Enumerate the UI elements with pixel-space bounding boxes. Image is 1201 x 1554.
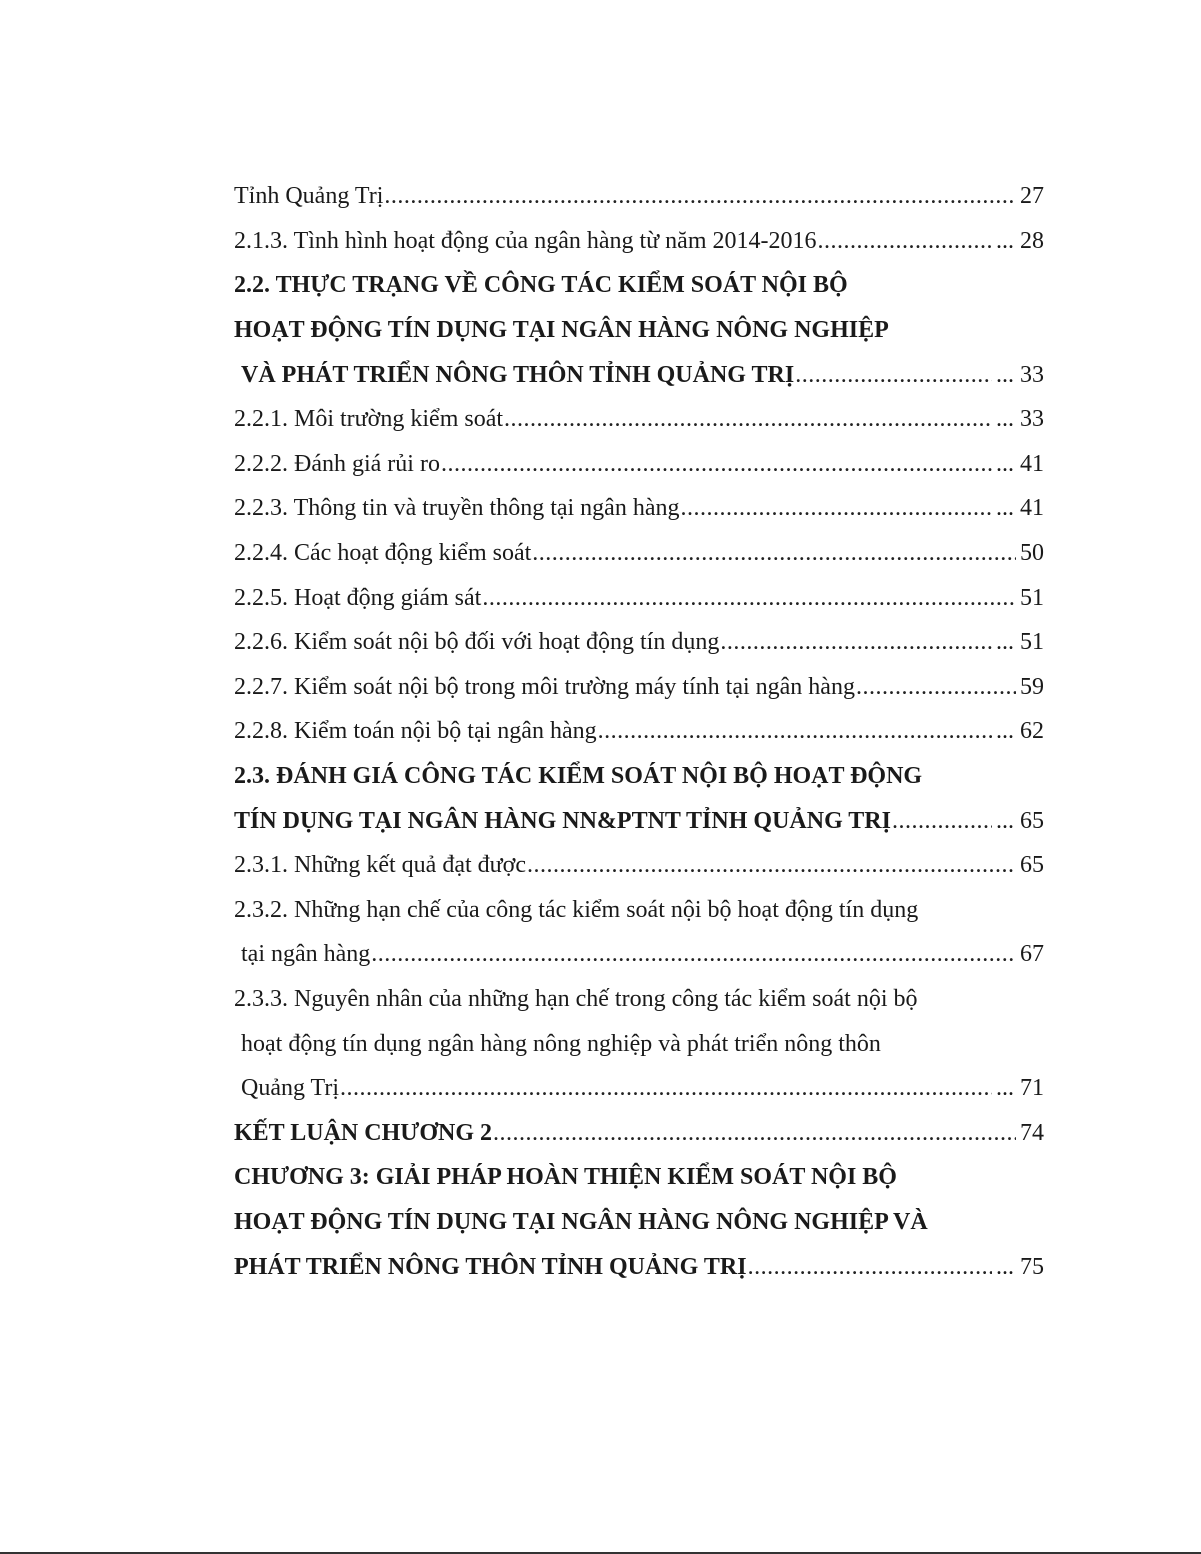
toc-entry[interactable] — [234, 486, 1044, 531]
toc-entry-title: 2.2.2. Đánh giá rủi ro — [234, 450, 440, 477]
toc-entry-title: 2.1.3. Tình hình hoạt động của ngân hàng từ năm 2014-2016 — [234, 227, 817, 254]
toc-entry-title: Quảng Trị — [241, 1075, 340, 1102]
dot-leader — [527, 853, 1016, 877]
toc-entry-title: 2.2.1. Môi trường kiểm soát — [234, 406, 504, 433]
toc-entry[interactable] — [234, 442, 1044, 487]
toc-entry[interactable] — [234, 174, 1044, 219]
dot-leader — [598, 719, 992, 743]
dot-leader — [384, 184, 1016, 208]
dot-leader — [441, 452, 992, 476]
toc-entry-page: ... 75 — [996, 1253, 1044, 1280]
dot-leader — [482, 586, 1016, 610]
dot-leader — [493, 1121, 1016, 1145]
dot-leader — [748, 1255, 992, 1279]
dot-leader — [795, 363, 992, 387]
dot-leader — [532, 541, 1016, 565]
toc-entry[interactable] — [234, 665, 1044, 710]
toc-entry-title: 2.2.6. Kiểm soát nội bộ đối với hoạt động tín dụng — [234, 629, 720, 656]
toc-entry-title: 2.2.8. Kiểm toán nội bộ tại ngân hàng — [234, 718, 597, 745]
toc-section-heading[interactable] — [234, 308, 1044, 353]
dot-leader — [504, 407, 992, 431]
toc-section-heading[interactable] — [234, 754, 1044, 799]
toc-entry[interactable] — [234, 620, 1044, 665]
toc-entry[interactable] — [234, 843, 1044, 888]
toc-entry[interactable] — [234, 575, 1044, 620]
dot-leader — [681, 496, 993, 520]
toc-entry-page: 51 — [1020, 584, 1044, 611]
dot-leader — [340, 1076, 992, 1100]
toc-entry[interactable] — [234, 932, 1044, 977]
toc-entry-title: 2.3.3. Nguyên nhân của những hạn chế trong công tác kiểm soát nội bộ — [234, 985, 918, 1012]
toc-entry[interactable] — [234, 709, 1044, 754]
dot-leader — [720, 630, 992, 654]
toc-entry-page: 74 — [1020, 1119, 1044, 1146]
toc-entry[interactable] — [234, 977, 1044, 1022]
toc-entry-title: CHƯƠNG 3: GIẢI PHÁP HOÀN THIỆN KIỂM SOÁT NỘI BỘ — [234, 1164, 897, 1191]
toc-chapter-heading[interactable] — [234, 1155, 1044, 1200]
toc-entry-page: 27 — [1020, 183, 1044, 210]
toc-entry-page: ... 41 — [996, 450, 1044, 477]
toc-entry-page: 50 — [1020, 540, 1044, 567]
toc-entry-page: ... 62 — [996, 718, 1044, 745]
toc-chapter-heading[interactable] — [234, 1200, 1044, 1245]
toc-entry-title: KẾT LUẬN CHƯƠNG 2 — [234, 1119, 493, 1146]
toc-entry-title: hoạt động tín dụng ngân hàng nông nghiệp và phát triển nông thôn — [241, 1030, 881, 1057]
table-of-contents — [234, 174, 1044, 1289]
dot-leader — [856, 675, 1016, 699]
toc-entry-title: 2.3.1. Những kết quả đạt được — [234, 852, 526, 879]
toc-entry-page: ... 33 — [996, 406, 1044, 433]
toc-entry-title: 2.2.5. Hoạt động giám sát — [234, 584, 482, 611]
toc-entry[interactable] — [234, 1066, 1044, 1111]
toc-entry-page: 67 — [1020, 941, 1044, 968]
toc-entry-page: ... 28 — [996, 227, 1044, 254]
toc-entry-page: ... 65 — [996, 807, 1044, 834]
toc-entry-title: 2.2. THỰC TRẠNG VỀ CÔNG TÁC KIỂM SOÁT NỘI BỘ — [234, 272, 848, 299]
toc-chapter-heading[interactable] — [234, 1244, 1044, 1289]
toc-entry[interactable] — [234, 397, 1044, 442]
toc-entry[interactable] — [234, 1021, 1044, 1066]
toc-entry-title: 2.3.2. Những hạn chế của công tác kiểm soát nội bộ hoạt động tín dụng — [234, 896, 919, 923]
toc-entry[interactable] — [234, 888, 1044, 933]
toc-entry-title: VÀ PHÁT TRIỂN NÔNG THÔN TỈNH QUẢNG TRỊ — [241, 361, 795, 388]
toc-entry-title: Tỉnh Quảng Trị — [234, 183, 384, 210]
toc-entry-title: HOẠT ĐỘNG TÍN DỤNG TẠI NGÂN HÀNG NÔNG NGHIỆP VÀ — [234, 1208, 928, 1235]
toc-entry-page: ... 41 — [996, 495, 1044, 522]
toc-section-heading[interactable] — [234, 1110, 1044, 1155]
toc-entry-title: tại ngân hàng — [241, 941, 371, 968]
toc-entry-page: ... 71 — [996, 1075, 1044, 1102]
toc-entry-page: 65 — [1020, 852, 1044, 879]
toc-entry-page: ... 33 — [996, 361, 1044, 388]
toc-section-heading[interactable] — [234, 798, 1044, 843]
toc-entry-title: HOẠT ĐỘNG TÍN DỤNG TẠI NGÂN HÀNG NÔNG NGHIỆP — [234, 317, 889, 344]
dot-leader — [371, 942, 1016, 966]
dot-leader — [817, 229, 992, 253]
toc-entry-title: 2.3. ĐÁNH GIÁ CÔNG TÁC KIỂM SOÁT NỘI BỘ HOẠT ĐỘNG — [234, 763, 923, 790]
toc-entry-title: PHÁT TRIỂN NÔNG THÔN TỈNH QUẢNG TRỊ — [234, 1253, 747, 1280]
toc-entry-title: 2.2.3. Thông tin và truyền thông tại ngân hàng — [234, 495, 680, 522]
toc-section-heading[interactable] — [234, 352, 1044, 397]
toc-entry[interactable] — [234, 219, 1044, 264]
toc-entry-title: 2.2.4. Các hoạt động kiểm soát — [234, 540, 532, 567]
dot-leader — [892, 809, 992, 833]
toc-entry-title: 2.2.7. Kiểm soát nội bộ trong môi trường máy tính tại ngân hàng — [234, 673, 855, 700]
toc-entry-page: 59 — [1020, 673, 1044, 700]
toc-entry-page: ... 51 — [996, 629, 1044, 656]
toc-entry[interactable] — [234, 531, 1044, 576]
toc-section-heading[interactable] — [234, 263, 1044, 308]
toc-entry-title: TÍN DỤNG TẠI NGÂN HÀNG NN&PTNT TỈNH QUẢNG TRỊ — [234, 807, 891, 834]
